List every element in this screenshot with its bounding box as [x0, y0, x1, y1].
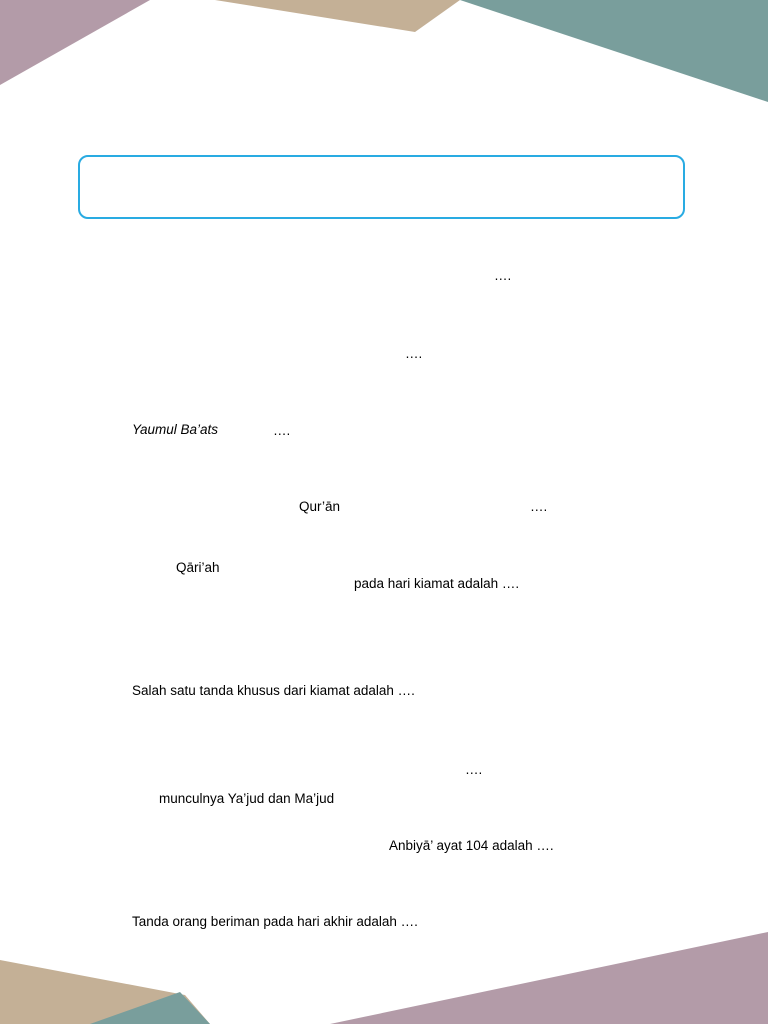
q1-ellipsis: ….: [494, 268, 512, 283]
q6-text: Salah satu tanda khusus dari kiamat adalah ….: [132, 683, 415, 698]
title-box: [78, 155, 685, 219]
q3-ellipsis: ….: [273, 423, 291, 438]
q7-option: munculnya Ya’jud dan Ma’jud: [159, 791, 335, 806]
q4-term: Qur’ān: [299, 499, 341, 514]
q2-ellipsis: ….: [405, 346, 423, 361]
q5-text: pada hari kiamat adalah ….: [354, 576, 520, 591]
q9-text: Tanda orang beriman pada hari akhir adalah ….: [132, 914, 418, 929]
q7-ellipsis: ….: [465, 762, 483, 777]
q8-text: Anbiyā’ ayat 104 adalah ….: [389, 838, 554, 853]
q3-term: Yaumul Ba’ats: [132, 422, 219, 437]
top-tan-shape: [215, 0, 460, 32]
q5-term: Qāri’ah: [176, 560, 220, 575]
q4-ellipsis: ….: [530, 499, 548, 514]
bottom-right-mauve-shape: [330, 932, 768, 1024]
top-right-teal-shape: [460, 0, 768, 102]
top-left-mauve-shape: [0, 0, 150, 85]
